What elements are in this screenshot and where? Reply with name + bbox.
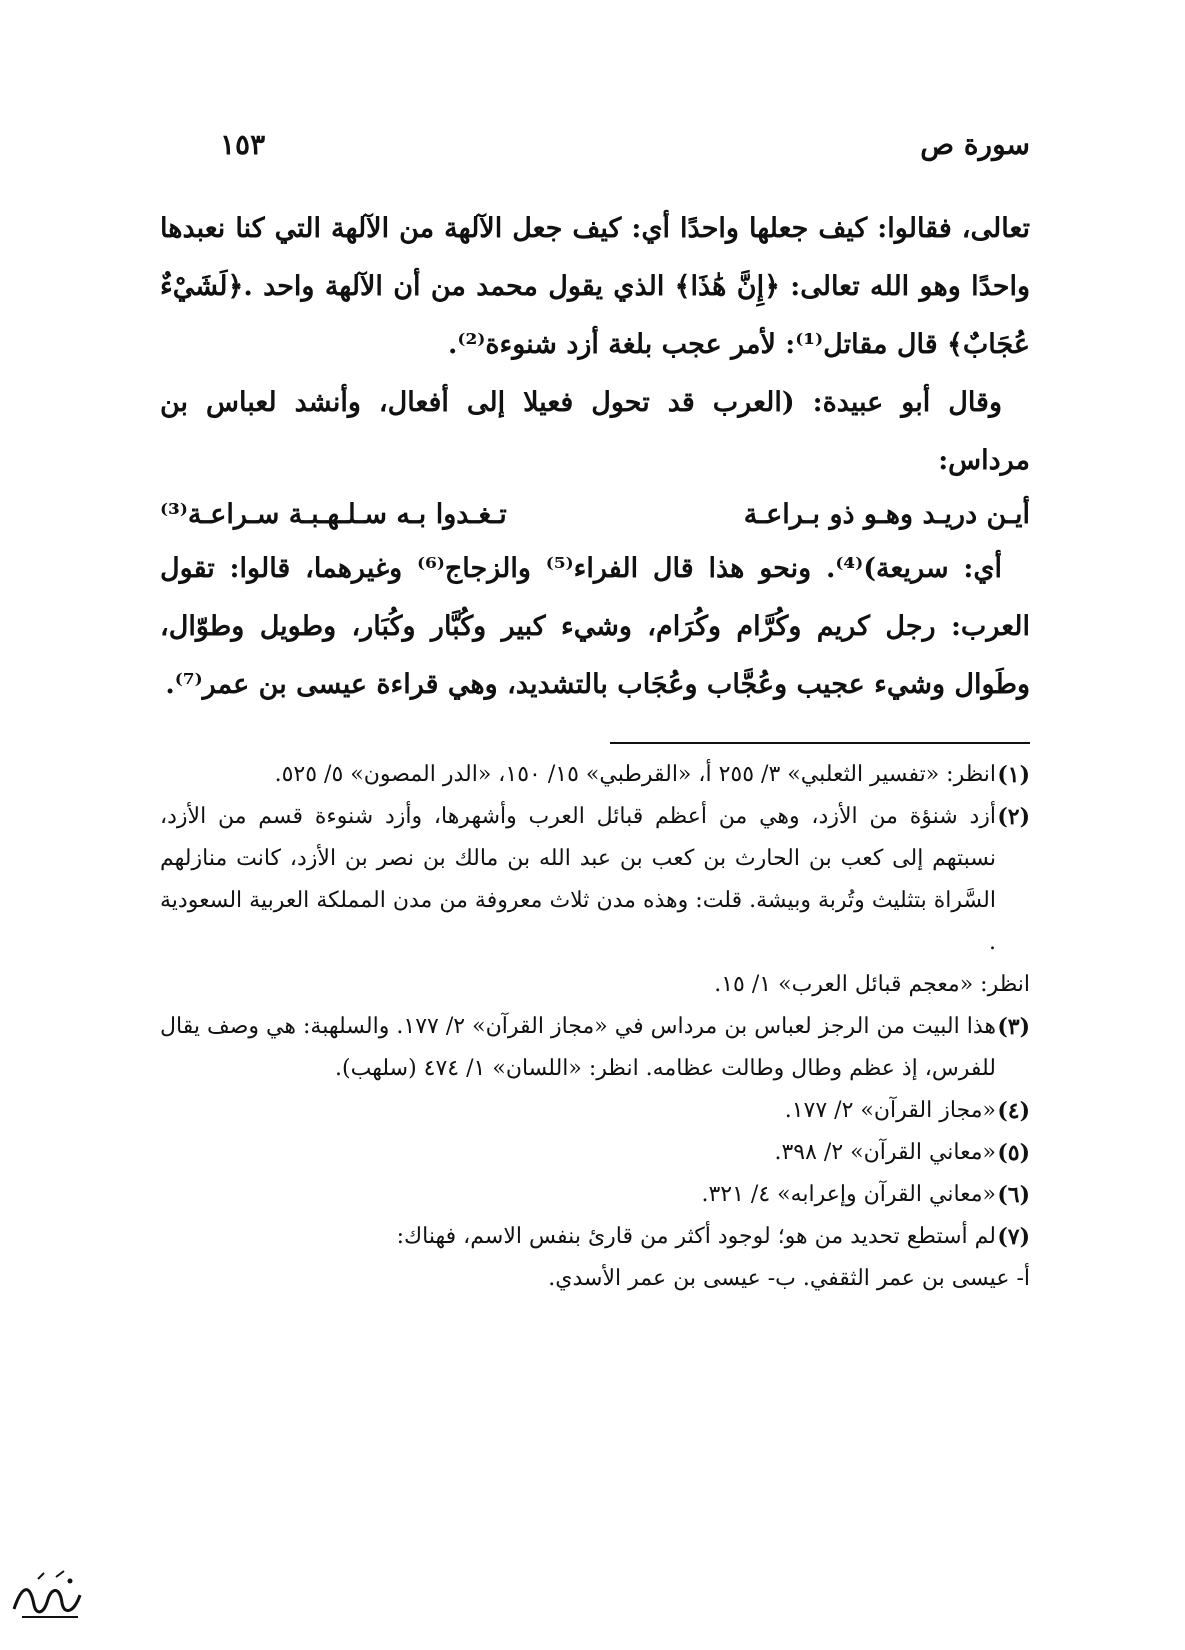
footnote-number: (٢) [997,804,1030,830]
paragraph-3: أي: سريعة)⁽⁴⁾. ونحو هذا قال الفراء⁽⁵⁾ والزجاج⁽⁶⁾ وغيرهما، قالوا: تقول العرب: رجل كريم وكُرَّام وكُرَام، وشيء كبير وكُبَّار وكُبَار، وطويل وطوّال، وطَوال وشيء عجيب وعُجَّاب وعُجَاب بالتشديد، وهي قراءة عيسى بن عمر⁽⁷⁾. [160,553,1030,700]
footnote-text: لم أستطع تحديد من هو؛ لوجود أكثر من قارئ بنفس الاسم، فهناك: [396,1224,996,1249]
footnote-6 [160,1174,1030,1216]
footnote-number: (١) [997,762,1030,788]
footnote-4 [160,1090,1030,1132]
page-number: ١٥٣ [220,128,266,161]
footnote-number: (٧) [997,1224,1030,1250]
footnotes [160,754,1030,1300]
footnote-text: أزد شنؤة من الأزد، وهي من أعظم قبائل العرب وأشهرها، وأزد شنوءة قسم من الأزد، نسبتهم إلى كعب بن الحارث بن كعب بن عبد الله بن مالك بن نصر بن الأزد، كانت منازلهم السَّراة بتثليث وتُربة وبيشة. قلت: وهذه مدن ثلاث معروفة من مدن المملكة العربية السعودية . [160,804,996,955]
footnote-7 [160,1216,1030,1258]
page-header [160,120,1030,180]
footnote-7-options: أ- عيسى بن عمر الثقفي. ب- عيسى بن عمر الأسدي. [548,1266,1030,1291]
footnote-text: «معاني القرآن وإعرابه» ٤/ ٣٢١. [701,1182,996,1207]
main-text [160,200,1030,714]
footnote-text: «معاني القرآن» ٢/ ٣٩٨. [774,1140,996,1165]
footnote-2-source: انظر: «معجم قبائل العرب» ١/ ١٥. [714,972,1030,997]
logo-glyph [8,1565,90,1627]
footnote-number: (٥) [997,1140,1030,1166]
footnote-text: «مجاز القرآن» ٢/ ١٧٧. [784,1098,996,1123]
surah-title: سورة ص [920,128,1030,161]
footnote-number: (٤) [997,1098,1030,1124]
footnote-5 [160,1132,1030,1174]
footnote-number: (٣) [997,1014,1030,1040]
footnote-text: هذا البيت من الرجز لعباس بن مرداس في «مجاز القرآن» ٢/ ١٧٧. والسلهبة: هي وصف يقال للفرس، إذ عظم وطال وطالت عظامه. انظر: «اللسان» ١/ ٤٧٤ (سلهب). [160,1014,996,1081]
verse-second-half: تـغـدوا بـه سـلـهـبـة سـراعـة⁽³⁾ [160,499,507,530]
footnote-text: انظر: «تفسير الثعلبي» ٣/ ٢٥٥ أ، «القرطبي» ١٥/ ١٥٠، «الدر المصون» ٥/ ٥٢٥. [274,762,996,787]
calligraphy-logo-icon [8,1565,90,1627]
poem-verse [160,490,1030,540]
footnote-1 [160,754,1030,796]
footnote-2 [160,796,1030,964]
paragraph-1: تعالى، فقالوا: كيف جعلها واحدًا أي: كيف جعل الآلهة من الآلهة التي كنا نعبدها واحدًا وهو الله تعالى: ﴿إِنَّ هَٰذَا﴾ الذي يقول محمد من أن الآلهة واحد .﴿لَشَيْءٌ عُجَابٌ﴾ قال مقاتل⁽¹⁾: لأمر عجب بلغة أزد شنوءة⁽²⁾. [160,213,1030,360]
book-page [160,120,1030,1560]
verse-first-half: أيـن دريـد وهـو ذو بـراعـة [743,499,1030,530]
paragraph-2: وقال أبو عبيدة: (العرب قد تحول فعيلا إلى أفعال، وأنشد لعباس بن مرداس: [160,387,1030,476]
footnote-number: (٦) [997,1182,1030,1208]
footnote-divider [610,742,1030,744]
footnote-3 [160,1006,1030,1090]
